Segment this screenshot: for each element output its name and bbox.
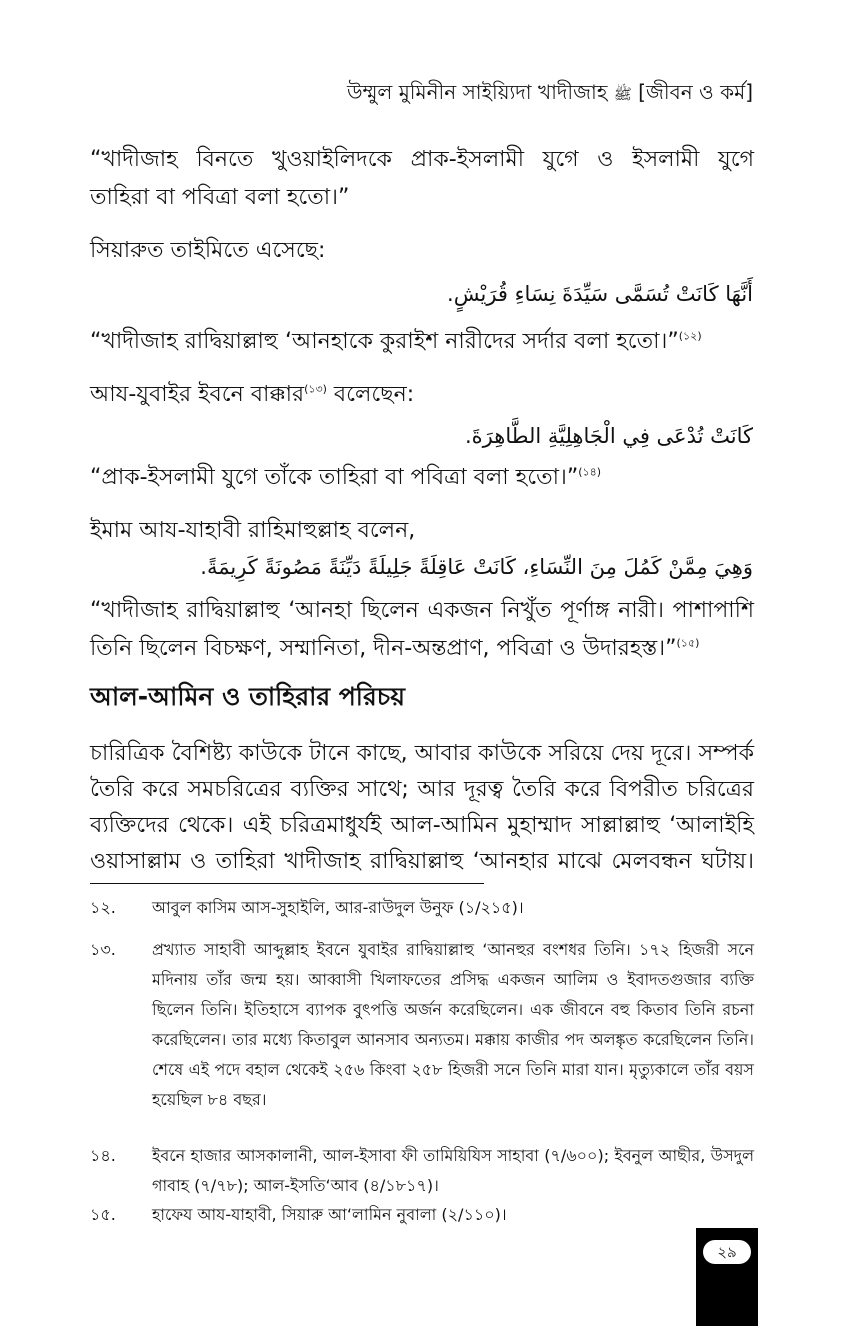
footnote-number: ১৫.	[90, 1205, 116, 1224]
section-line: ব্যক্তিদের থেকে। এই চরিত্রমাধুর্যই আল-আমিন মুহাম্মাদ সাল্লাল্লাহু ‘আলাইহি	[90, 813, 754, 838]
translation-line	[90, 630, 754, 668]
paragraph-intro: সিয়ারুত তাইমিতে এসেছে:	[90, 238, 326, 263]
footnote-number: ১৩.	[90, 940, 116, 959]
intro-text-end: বলেছেন:	[326, 382, 415, 407]
translation-line	[90, 459, 754, 497]
footnote-ref: (১৫)	[676, 636, 700, 650]
paragraph-intro: ইমাম আয-যাহাবী রাহিমাহুল্লাহ বলেন,	[90, 518, 416, 543]
paragraph-line: “খাদীজাহ বিনতে খুওয়াইলিদকে প্রাক-ইসলামী যুগে ও ইসলামী যুগে	[90, 147, 754, 172]
section-heading: আল-আমিন ও তাহিরার পরিচয়	[90, 682, 405, 711]
footnote-ref: (১৪)	[578, 465, 602, 479]
header-title: উম্মুল মুমিনীন সাইয়্যিদা খাদীজাহ	[347, 80, 608, 104]
translation-text: “খাদীজাহ রাদ্বিয়াল্লাহু ‘আনহাকে কুরাইশ নারীদের সর্দার বলা হতো।”	[90, 329, 679, 354]
arabic-quote: وَهِيَ مِمَّنْ كَمُلَ مِنَ النِّسَاءِ، كَانَتْ عَاقِلَةً جَلِيلَةً دَيِّنَةً مَصُونَةً كَرِيمَةً.	[200, 555, 753, 579]
arabic-quote: أَنَّهَا كَانَتْ تُسَمَّى سَيِّدَةَ نِسَاءِ قُرَيْشٍ.	[447, 282, 753, 306]
footnote-divider	[90, 883, 484, 884]
footnote-text: প্রখ্যাত সাহাবী আব্দুল্লাহ ইবনে যুবাইর রাদ্বিয়াল্লাহু ‘আনহুর বংশধর তিনি। ১৭২ হিজরী সনে মদিনায় তাঁর জন্ম হয়। আব্বাসী খিলাফতের প্রসিদ্ধ একজন আলিম ও ইবাদতগুজার ব্যক্তি ছিলেন তিনি। ইতিহাসে ব্যাপক বুৎপত্তি অর্জন করেছিলেন। এক জীবনে বহু কিতাব তিনি রচনা করেছিলেন। তার মধ্যে কিতাবুল আনসাব অন্যতম। মক্কায় কাজীর পদ অলঙ্কৃত করেছিলেন তিনি। শেষে এই পদে বহাল থেকেই ২৫৬ কিংবা ২৫৮ হিজরী সনে তিনি মারা যান। মৃত্যুকালে তাঁর বয়স হয়েছিল ৮৪ বছর।	[152, 940, 754, 1109]
footnote-ref: (১২)	[678, 329, 702, 343]
paragraph-intro	[90, 376, 754, 414]
translation-line	[90, 323, 754, 361]
footnote-text: আবুল কাসিম আস-সুহাইলি, আর-রাউদুল উনুফ (১/২১৫)।	[152, 898, 524, 917]
footnote-number: ১২.	[90, 898, 116, 917]
section-line: ওয়াসাল্লাম ও তাহিরা খাদীজাহ রাদ্বিয়াল্লাহু ‘আনহার মাঝে মেলবন্ধন ঘটায়।	[90, 849, 754, 874]
intro-text: আয-যুবাইর ইবনে বাক্কার	[90, 382, 305, 407]
footnote-text: ইবনে হাজার আসকালানী, আল-ইসাবা ফী তামিয়িযিস সাহাবা (৭/৬০০); ইবনুল আছীর, উসদুল গাবাহ (৭/৭৮); আল-ইসতি‘আব (৪/১৮১৭)।	[152, 1146, 754, 1195]
section-line: চারিত্রিক বৈশিষ্ট্য কাউকে টানে কাছে, আবার কাউকে সরিয়ে দেয় দূরে। সম্পর্ক	[90, 741, 754, 766]
footnote-number: ১৪.	[90, 1146, 116, 1165]
honorific-glyph: ﷺ	[613, 85, 632, 103]
running-header	[347, 78, 753, 111]
footnote-ref: (১৩)	[304, 382, 327, 396]
footnote-text: হাফেয আয-যাহাবী, সিয়ারু আ‘লামিন নুবালা (২/১১০)।	[152, 1205, 507, 1224]
section-line: তৈরি করে সমচরিত্রের ব্যক্তির সাথে; আর দূরত্ব তৈরি করে বিপরীত চরিত্রের	[90, 777, 754, 802]
translation-text: “প্রাক-ইসলামী যুগে তাঁকে তাহিরা বা পবিত্রা বলা হতো।”	[90, 465, 579, 490]
translation-text: তিনি ছিলেন বিচক্ষণ, সম্মানিতা, দীন-অন্তপ্রাণ, পবিত্রা ও উদারহস্ত।”	[90, 636, 677, 661]
page-number-tab	[696, 1228, 758, 1326]
translation-line: “খাদীজাহ রাদ্বিয়াল্লাহু ‘আনহা ছিলেন একজন নিখুঁত পূর্ণাঙ্গ নারী। পাশাপাশি	[90, 598, 754, 623]
arabic-quote: كَانَتْ تُدْعَى فِي الْجَاهِلِيَّةِ الطَّاهِرَةَ.	[464, 424, 753, 448]
paragraph-line: তাহিরা বা পবিত্রা বলা হতো।”	[90, 185, 350, 210]
page-number: ২৯	[703, 1240, 751, 1264]
header-subtitle: [জীবন ও কর্ম]	[638, 80, 753, 104]
